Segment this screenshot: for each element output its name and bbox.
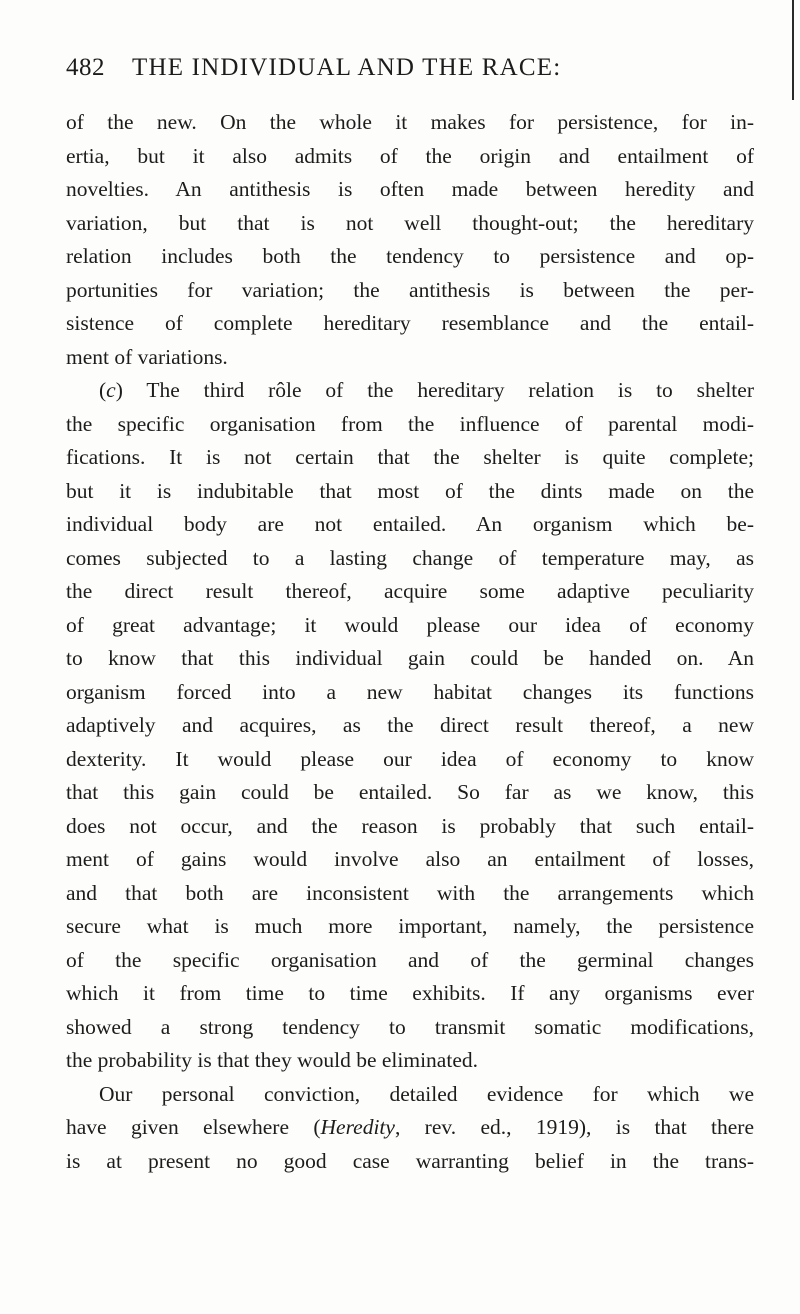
text-fragment: , rev. ed., 1919), is that there [394, 1115, 754, 1139]
text-line: fications. It is not certain that the shelter is quite complete; [66, 445, 754, 469]
text-line: the direct result thereof, acquire some adaptive peculiarity [66, 579, 754, 603]
text-line: relation includes both the tendency to persistence and op- [66, 244, 754, 268]
page-number: 482 [66, 54, 105, 81]
text-line: dexterity. It would please our idea of economy to know [66, 746, 754, 771]
text-line: which it from time to time exhibits. If any organisms ever [66, 981, 754, 1005]
text-line-citation [66, 1111, 754, 1145]
text-line: the specific organisation from the influence of parental modi- [66, 411, 754, 436]
text-line: Our personal conviction, detailed evidence for which we [99, 1081, 754, 1106]
text-line: ertia, but it also admits of the origin and entailment of [66, 143, 754, 168]
text-line: but it is indubitable that most of the dints made on the [66, 478, 754, 503]
text-line: of the specific organisation and of the germinal changes [66, 947, 754, 972]
text-line: individual body are not entailed. An organism which be- [66, 512, 754, 536]
paragraph-marker: (c) [99, 378, 123, 402]
text-line: comes subjected to a lasting change of temperature may, as [66, 545, 754, 570]
book-title-heredity: Heredity [320, 1115, 395, 1139]
text-line: to know that this individual gain could be handed on. An [66, 646, 754, 670]
text-line: organism forced into a new habitat changes its functions [66, 679, 754, 704]
text-line: showed a strong tendency to transmit somatic modifications, [66, 1014, 754, 1039]
text-line: the probability is that they would be eliminated. [66, 1048, 478, 1072]
paragraph-c-first-line [66, 374, 754, 408]
text-line: of great advantage; it would please our idea of economy [66, 612, 754, 637]
text-line-content: The third rôle of the hereditary relation is to shelter [146, 378, 754, 402]
body-text [66, 106, 754, 1178]
text-line: and that both are inconsistent with the arrangements which [66, 880, 754, 905]
text-line: adaptively and acquires, as the direct result thereof, a new [66, 713, 754, 737]
text-line: novelties. An antithesis is often made between heredity and [66, 177, 754, 201]
text-line: portunities for variation; the antithesis is between the per- [66, 277, 754, 302]
text-line: does not occur, and the reason is probably that such entail- [66, 813, 754, 838]
text-line: that this gain could be entailed. So far as we know, this [66, 780, 754, 804]
running-head-title: THE INDIVIDUAL AND THE RACE: [132, 54, 562, 81]
page-edge-line [792, 0, 794, 100]
text-line: ment of gains would involve also an entailment of losses, [66, 847, 754, 871]
text-line: is at present no good case warranting belief in the trans- [66, 1148, 754, 1173]
running-head [66, 54, 766, 94]
text-line: ment of variations. [66, 344, 228, 369]
text-line: secure what is much more important, namely, the persistence [66, 914, 754, 938]
text-line: variation, but that is not well thought-out; the hereditary [66, 210, 754, 235]
text-line: of the new. On the whole it makes for persistence, for in- [66, 110, 754, 134]
text-fragment: have given elsewhere ( [66, 1115, 321, 1139]
text-line: sistence of complete hereditary resemblance and the entail- [66, 311, 754, 335]
